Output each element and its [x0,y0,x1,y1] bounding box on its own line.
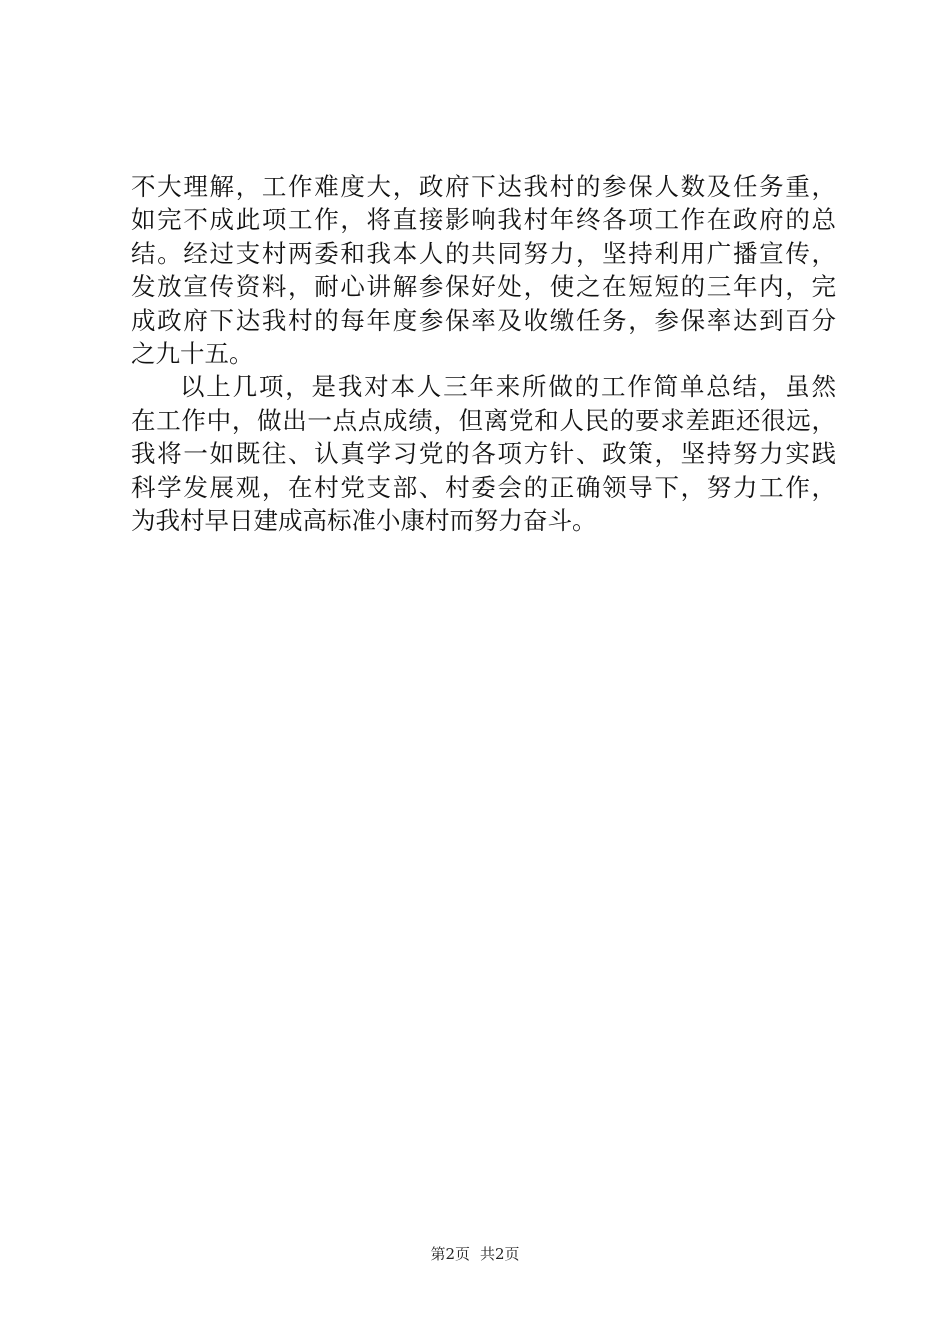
document-body [131,170,836,537]
page-number: 第2页 [430,1245,470,1263]
page-footer [0,1244,950,1264]
paragraph-1-line-6: 之九十五。 [131,338,254,368]
paragraph-1-line-2: 如完不成此项工作，将直接影响我村年终各项工作在政府的总 [131,205,836,235]
paragraph-1-line-4: 发放宣传资料，耐心讲解参保好处，使之在短短的三年内，完 [131,272,836,302]
paragraph-2-line-2: 在工作中，做出一点点成绩，但离党和人民的要求差距还很远， [131,405,836,435]
paragraph-1-line-3: 结。经过支村两委和我本人的共同努力，坚持利用广播宣传， [131,238,836,268]
paragraph-2-line-1: 以上几项，是我对本人三年来所做的工作简单总结，虽然 [180,372,836,402]
paragraph-2-line-4: 科学发展观，在村党支部、村委会的正确领导下，努力工作， [131,472,836,502]
paragraph-1-line-1: 不大理解，工作难度大，政府下达我村的参保人数及任务重， [131,172,836,201]
paragraph-2-line-5: 为我村早日建成高标准小康村而努力奋斗。 [131,505,597,535]
page-total: 共2页 [480,1245,520,1263]
paragraph-2-line-3: 我将一如既往、认真学习党的各项方针、政策，坚持努力实践 [131,439,836,469]
paragraph-1-line-5: 成政府下达我村的每年度参保率及收缴任务，参保率达到百分 [131,305,836,335]
